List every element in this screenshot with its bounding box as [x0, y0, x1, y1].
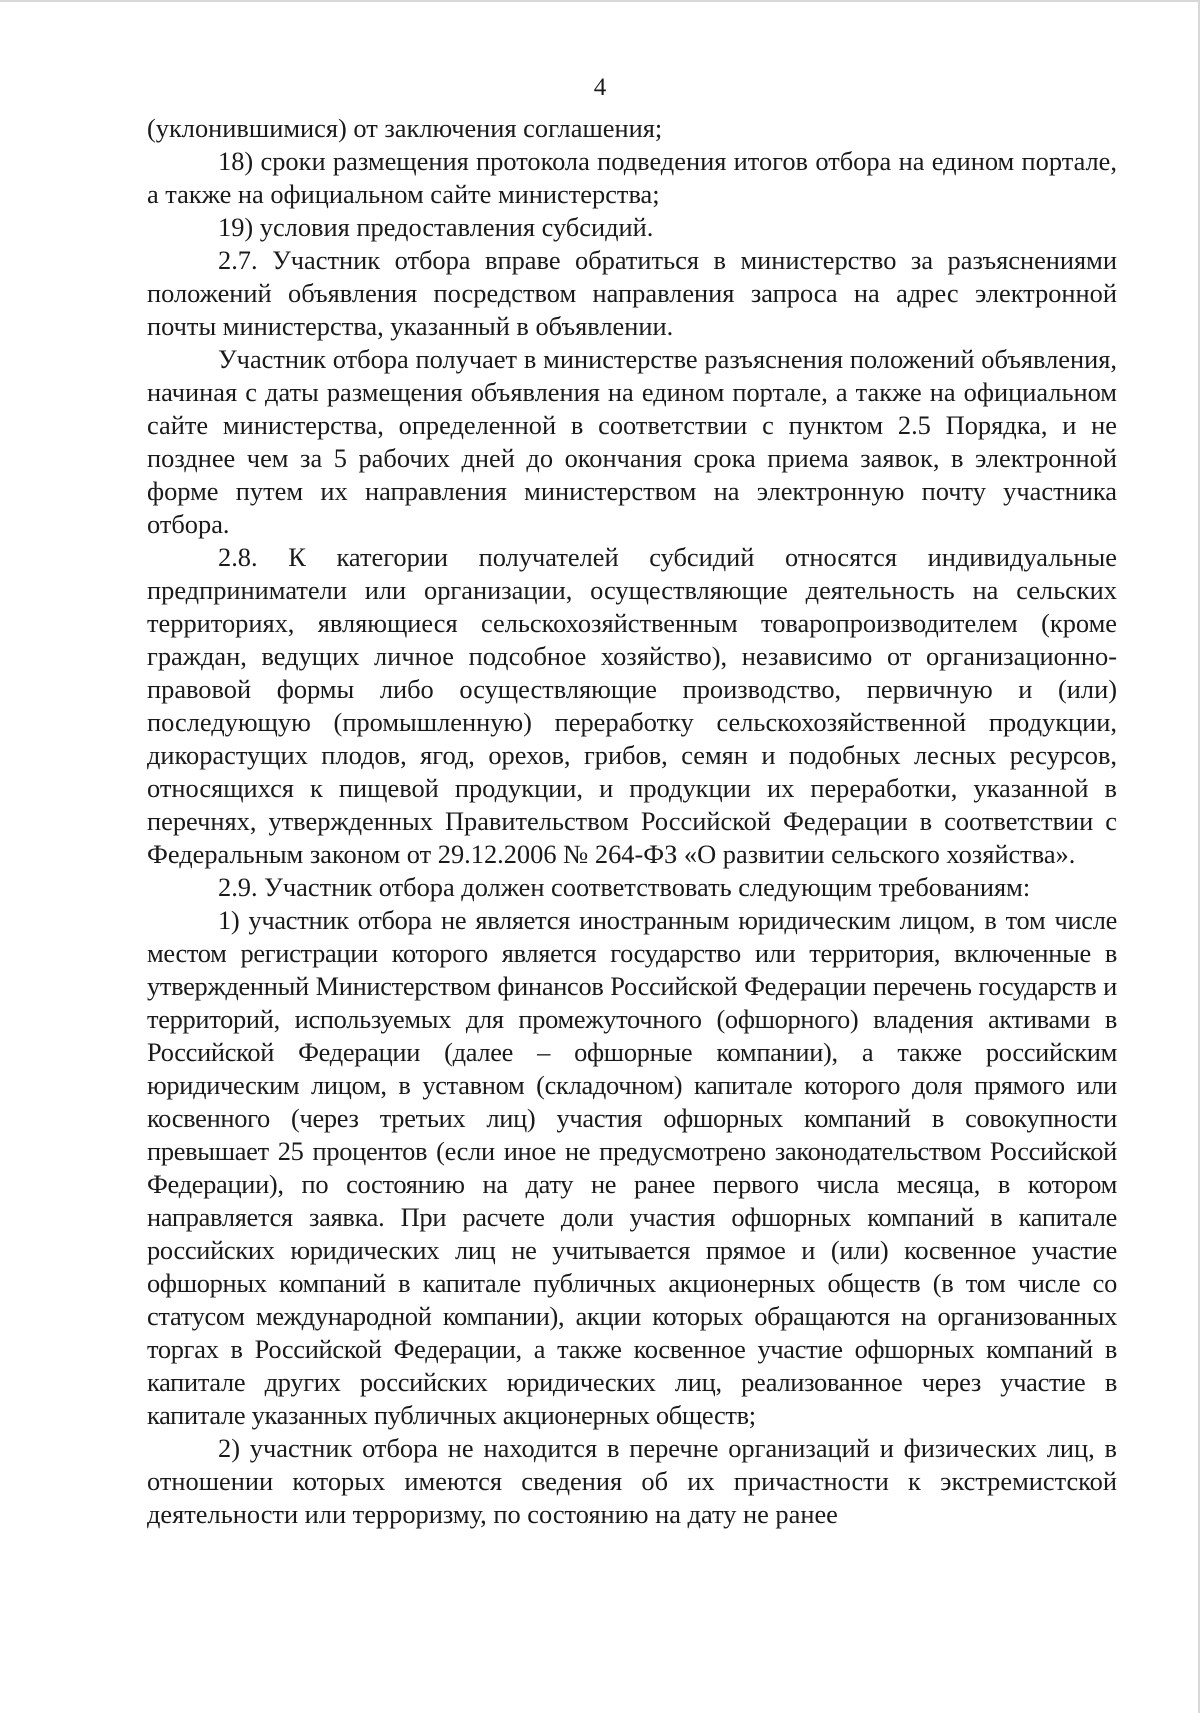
paragraph-section-2-8: 2.8. К категории получателей субсидий относятся индивидуальные предприниматели или организации, осуществляющие деятельность на сельских территориях, являющиеся сельскохозяйственным товаропроизводителем (кроме граждан, ведущих личное подсобное хозяйство), независимо от организационно-правовой формы либо осуществляющие производство, первичную и (или) последующую (промышленную) переработку сельскохозяйственной продукции, дикорастущих плодов, ягод, орехов, грибов, семян и подобных лесных ресурсов, относящихся к пищевой продукции, и продукции их переработки, указанной в перечнях, утвержденных Правительством Российской Федерации в соответствии с Федеральным законом от 29.12.2006 № 264-ФЗ «О развитии сельского хозяйства».	[147, 542, 1117, 869]
paragraph-continuation: (уклонившимися) от заключения соглашения;	[147, 113, 663, 143]
paragraph-clarifications: Участник отбора получает в министерстве разъяснения положений объявления, начиная с даты размещения объявления на едином портале, а также на официальном сайте министерства, определенной в соответствии с пунктом 2.5 Порядка, и не позднее чем за 5 рабочих дней до окончания срока приема заявок, в электронной форме путем их направления министерством на электронную почту участника отбора.	[147, 344, 1117, 539]
paragraph-section-2-9: 2.9. Участник отбора должен соответствовать следующим требованиям:	[218, 872, 1031, 902]
paragraph-requirement-1: 1) участник отбора не является иностранным юридическим лицом, в том числе местом регистрации которого является государство или территория, включенные в утвержденный Министерством финансов Российской Федерации перечень государств и территорий, используемых для промежуточного (офшорного) владения активами в Российской Федерации (далее – офшорные компании), а также российским юридическим лицом, в уставном (складочном) капитале которого доля прямого или косвенного (через третьих лиц) участия офшорных компаний в совокупности превышает 25 процентов (если иное не предусмотрено законодательством Российской Федерации), по состоянию на дату не ранее первого числа месяца, в котором направляется заявка. При расчете доли участия офшорных компаний в капитале российских юридических лиц не учитывается прямое и (или) косвенное участие офшорных компаний в капитале публичных акционерных обществ (в том числе со статусом международной компании), акции которых обращаются на организованных торгах в Российской Федерации, а также косвенное участие офшорных компаний в капитале других российских юридических лиц, реализованное через участие в капитале указанных публичных акционерных обществ;	[147, 905, 1117, 1430]
paragraph-section-2-7: 2.7. Участник отбора вправе обратиться в министерство за разъяснениями положений объявления посредством направления запроса на адрес электронной почты министерства, указанный в объявлении.	[147, 245, 1117, 341]
paragraph-item-18: 18) сроки размещения протокола подведения итогов отбора на едином портале, а также на официальном сайте министерства;	[147, 146, 1117, 209]
paragraph-item-19: 19) условия предоставления субсидий.	[218, 212, 654, 242]
paragraph-requirement-2: 2) участник отбора не находится в перечне организаций и физических лиц, в отношении которых имеются сведения об их причастности к экстремистской деятельности или терроризму, по состоянию на дату не ранее	[147, 1433, 1117, 1529]
page-number: 4	[593, 74, 607, 101]
document-body	[147, 112, 1117, 1531]
